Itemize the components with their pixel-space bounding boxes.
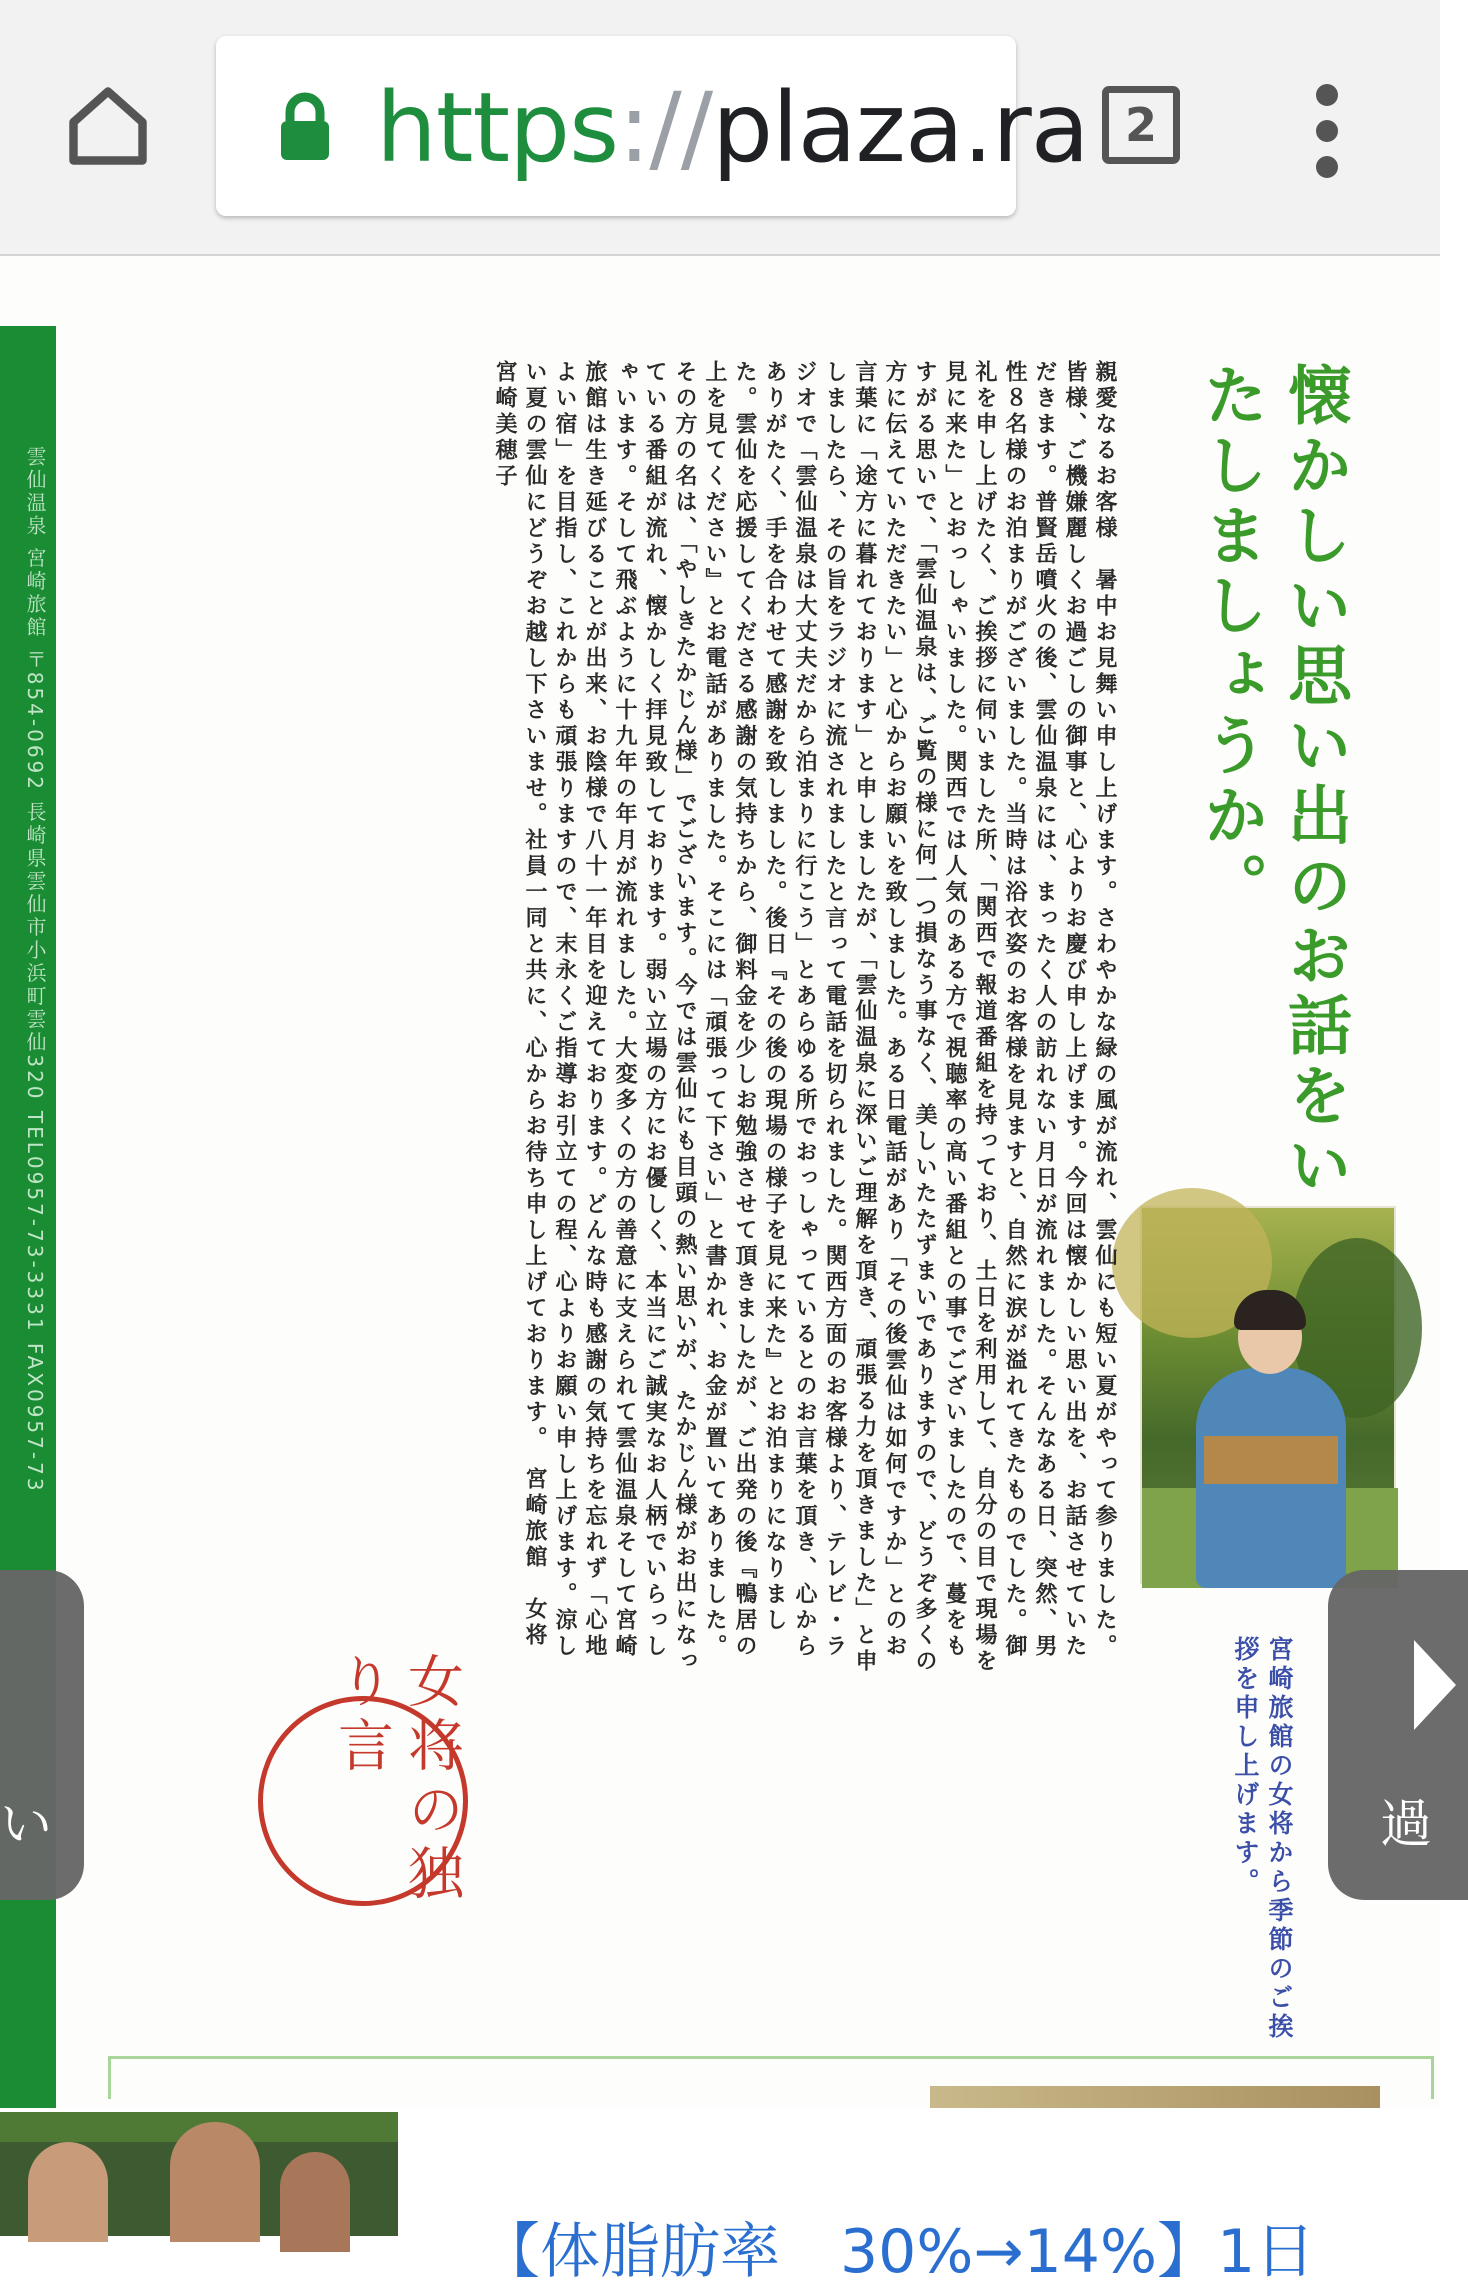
photo-caption: 宮崎旅館の女将から季節のご挨拶を申し上げます。 <box>1231 1636 1294 2042</box>
overflow-menu-icon[interactable] <box>1316 84 1340 184</box>
url-separator: :// <box>618 72 713 184</box>
prev-article-label: い <box>0 1795 53 1855</box>
newsletter-article <box>0 256 1440 2116</box>
home-icon[interactable] <box>62 80 154 172</box>
address-bar[interactable] <box>216 36 1089 216</box>
stamp-title: 女将の独り言 <box>329 1652 464 1908</box>
url-text <box>376 72 1089 184</box>
ad-banner[interactable] <box>0 2108 1440 2287</box>
browser-toolbar <box>0 0 1440 256</box>
ad-image[interactable] <box>0 2112 398 2236</box>
play-arrow-icon <box>1414 1640 1456 1730</box>
ad-headline[interactable]: 【体脂肪率 30%→14%】1日 <box>480 2217 1316 2287</box>
next-article-label: 過 <box>1380 1795 1433 1855</box>
tab-switcher-button[interactable]: 2 <box>1102 86 1180 164</box>
url-host: plaza.ra <box>712 72 1089 184</box>
article-body: 親愛なるお客様 暑中お見舞い申し上げます。さわやかな緑の風が流れ、雲仙にも短い夏がやって参りました。皆様、ご機嫌麗しくお過ごしの御事と、心よりお慶び申し上げます。今回は懐かしい思い出を、お話させていただきます。普賢岳噴火の後、雲仙温泉には、まったく人の訪れない月日が流れました。そんなある日、突然、男性８名様のお泊まりがございました。当時は浴衣姿のお客様を見ますと、自然に涙が溢れてきたものでした。御礼を申し上げたく、ご挨拶に伺いました所、「関西で報道番組を持っており、土日を利用して、自分の目で現場を見に来た」とおっしゃいました。関西では人気のある方で視聴率の高い番組との事でございましたので、蔓をもすがる思いで、「雲仙温泉は、ご覧の様に何一つ損なう事なく、美しいたたずまいでありますので、どうぞ多くの方に伝えていただきたい」と心からお願いを致しました。ある日電話があり「その後雲仙は如何ですか」とのお言葉に「途方に暮れております」と申しましたが、「雲仙温泉に深いご理解を頂き、頑張る力を頂きました」と申しましたら、その旨をラジオに流されましたと言って電話を切られました。関西方面のお客様より、テレビ・ラジオで「雲仙温泉は大丈夫だから泊まりに行こう」とあらゆる所でおっしゃっているとのお言葉を頂き、心からありがたく、手を合わせて感謝を致しました。後日『その後の現場の様子を見に来た』とお泊まりになりました。雲仙を応援してくださる感謝の気持ちから、御料金を少しお勉強させて頂きましたが、ご出発の後『鴨居の上を見てください』とお電話がありました。そこには「頑張って下さい」と書かれ、お金が置いてありました。その方の名は、「やしきたかじん様」でございます。今では雲仙にも目頭の熱い思いが、たかじん様がお出になっている番組が流れ、懐かしく拝見致しております。弱い立場の方にお優しく、本当にご誠実なお人柄でいらっしゃいます。そして飛ぶように十九年の年月が流れました。大変多くの方の善意に支えられて雲仙温泉そして宮崎旅館は生き延びることが出来、お陰様で八十一年目を迎えております。どんな時も感謝の気持ちを忘れず「心地よい宿」を目指し、これからも頑張りますので、末永くご指導お引立ての程、心よりお願い申し上げます。涼しい夏の雲仙にどうぞお越し下さいませ。社員一同と共に、心からお待ち申し上げております。 宮崎旅館 女将 宮崎美穂子 <box>492 360 1118 1675</box>
okami-photo <box>1140 1206 1396 1584</box>
url-scheme: https <box>376 72 619 184</box>
headline: 懐かしい思い出のお話をいたしましょうか。 <box>1193 362 1352 1202</box>
address-footer: 雲仙温泉 宮崎旅館 〒854-0692 長崎県雲仙市小浜町雲仙320 TEL0957-73-3331 FAX0957-73 <box>23 446 47 1494</box>
lock-icon <box>278 94 332 160</box>
